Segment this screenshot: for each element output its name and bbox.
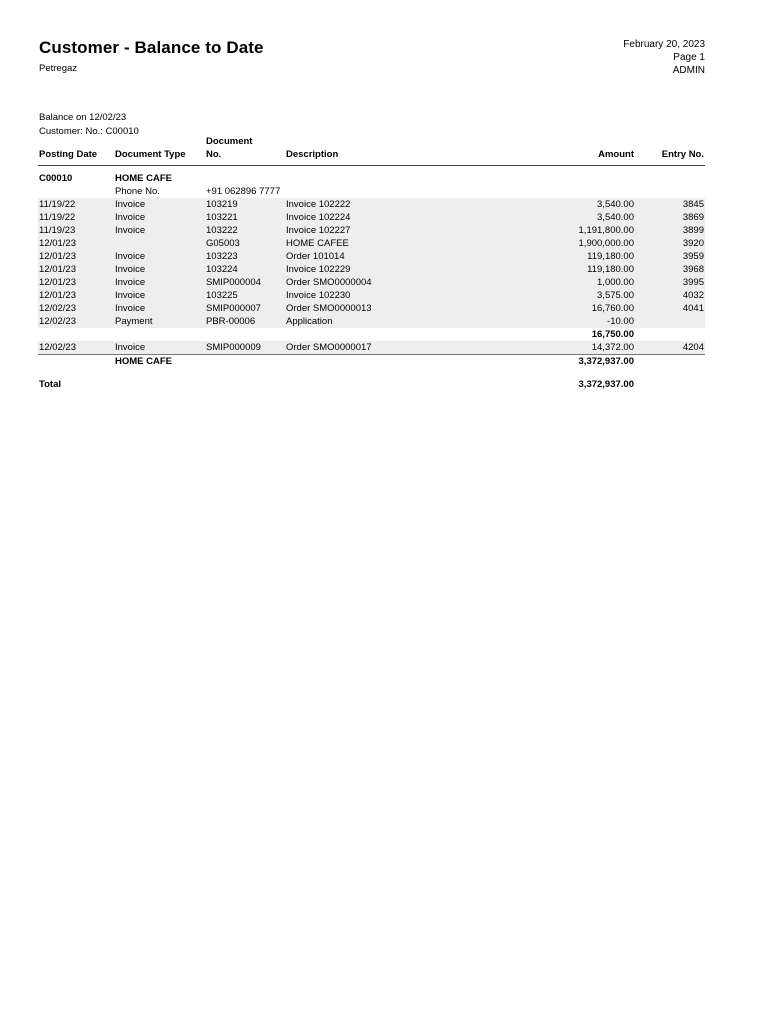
entry-no: 3845 (635, 198, 705, 211)
table-row (38, 276, 705, 289)
document-type: Invoice (114, 211, 205, 224)
amount: 16,760.00 (515, 302, 635, 315)
description: Application (285, 315, 515, 328)
grand-total-amount: 3,372,937.00 (578, 379, 634, 390)
table-row (38, 250, 705, 263)
posting-date: 11/19/23 (38, 224, 114, 237)
customer-phone-row (38, 185, 705, 198)
amount: 1,000.00 (515, 276, 635, 289)
document-no: SMIP000007 (205, 302, 285, 315)
amount: 3,575.00 (515, 289, 635, 302)
entry-no: 3869 (635, 211, 705, 224)
document-no: G05003 (205, 237, 285, 250)
document-type: Invoice (114, 224, 205, 237)
document-no: 103219 (205, 198, 285, 211)
customer-filter: Customer: No.: C00010 (39, 125, 139, 137)
description: Order SMO0000004 (285, 276, 515, 289)
col-document-no-line2: No. (206, 149, 222, 160)
table-header-row (38, 135, 705, 166)
posting-date: 12/01/23 (38, 250, 114, 263)
customer-name: HOME CAFE (115, 173, 172, 184)
customer-header-row (38, 172, 705, 185)
document-no: 103225 (205, 289, 285, 302)
description: Order SMO0000013 (285, 302, 515, 315)
posting-date: 12/01/23 (38, 276, 114, 289)
document-type: Invoice (114, 276, 205, 289)
amount: 1,191,800.00 (515, 224, 635, 237)
amount: 1,900,000.00 (515, 237, 635, 250)
posting-date: 11/19/22 (38, 211, 114, 224)
description: Invoice 102222 (285, 198, 515, 211)
group-total-row (38, 355, 705, 369)
entry-no: 4041 (635, 302, 705, 315)
company-name: Petregaz (39, 63, 78, 74)
table-body (38, 166, 705, 329)
table-row (38, 341, 705, 355)
table-row (38, 302, 705, 315)
posting-date: 12/01/23 (38, 237, 114, 250)
table-row (38, 211, 705, 224)
document-type: Invoice (114, 302, 205, 315)
phone-label: Phone No. (115, 186, 160, 197)
entry-no: 3959 (635, 250, 705, 263)
user-id: ADMIN (672, 65, 705, 76)
description: Invoice 102230 (285, 289, 515, 302)
amount: 119,180.00 (515, 263, 635, 276)
page-number: Page 1 (673, 52, 705, 63)
report-date: February 20, 2023 (623, 39, 705, 50)
phone-number: +91 062896 7777 (206, 186, 281, 197)
entry-no: 4032 (635, 289, 705, 302)
table-row (38, 263, 705, 276)
group-total-label: HOME CAFE (114, 355, 285, 369)
entry-subtotal-amount: 16,750.00 (591, 329, 634, 340)
col-document-no (205, 135, 285, 166)
table-row (38, 315, 705, 328)
description: Order 101014 (285, 250, 515, 263)
document-type: Invoice (114, 341, 205, 355)
col-posting-date: Posting Date (39, 149, 98, 160)
document-type: Invoice (114, 198, 205, 211)
report-filters (39, 111, 139, 138)
description: Invoice 102227 (285, 224, 515, 237)
table-row (38, 237, 705, 250)
balance-table-container (38, 135, 705, 391)
entry-no: 3920 (635, 237, 705, 250)
document-no: 103221 (205, 211, 285, 224)
col-document-type: Document Type (115, 149, 186, 160)
document-type (114, 237, 205, 250)
report-meta (623, 38, 705, 77)
posting-date: 11/19/22 (38, 198, 114, 211)
amount: 14,372.00 (515, 341, 635, 355)
col-amount: Amount (598, 149, 634, 160)
amount: -10.00 (515, 315, 635, 328)
description: Invoice 102224 (285, 211, 515, 224)
entry-no: 3995 (635, 276, 705, 289)
document-no: SMIP000004 (205, 276, 285, 289)
group-total-amount: 3,372,937.00 (515, 355, 635, 369)
balance-table (38, 135, 705, 391)
balance-on-filter: Balance on 12/02/23 (39, 112, 127, 123)
document-type: Invoice (114, 250, 205, 263)
posting-date: 12/02/23 (38, 341, 114, 355)
customer-no: C00010 (39, 173, 73, 184)
document-no: SMIP000009 (205, 341, 285, 355)
col-document-no-line1: Document (206, 136, 253, 147)
report-title: Customer - Balance to Date (39, 38, 264, 57)
table-row (38, 224, 705, 237)
amount: 119,180.00 (515, 250, 635, 263)
document-type: Payment (114, 315, 205, 328)
grand-total-label: Total (39, 379, 61, 390)
table-row (38, 198, 705, 211)
document-type: Invoice (114, 263, 205, 276)
entry-no (635, 315, 705, 328)
table-footer (38, 328, 705, 391)
amount: 3,540.00 (515, 211, 635, 224)
description: HOME CAFEE (285, 237, 515, 250)
amount: 3,540.00 (515, 198, 635, 211)
col-entry-no: Entry No. (661, 149, 704, 160)
col-description: Description (286, 149, 339, 160)
document-no: 103224 (205, 263, 285, 276)
entry-no: 3899 (635, 224, 705, 237)
posting-date: 12/01/23 (38, 289, 114, 302)
document-no: 103222 (205, 224, 285, 237)
description: Order SMO0000017 (285, 341, 515, 355)
spacer-row (38, 368, 705, 378)
posting-date: 12/02/23 (38, 315, 114, 328)
entry-no: 4204 (635, 341, 705, 355)
document-type: Invoice (114, 289, 205, 302)
table-row (38, 289, 705, 302)
posting-date: 12/01/23 (38, 263, 114, 276)
grand-total-row (38, 378, 705, 391)
entry-no: 3968 (635, 263, 705, 276)
posting-date: 12/02/23 (38, 302, 114, 315)
description: Invoice 102229 (285, 263, 515, 276)
document-no: 103223 (205, 250, 285, 263)
entry-subtotal-row (38, 328, 705, 341)
document-no: PBR-00006 (205, 315, 285, 328)
